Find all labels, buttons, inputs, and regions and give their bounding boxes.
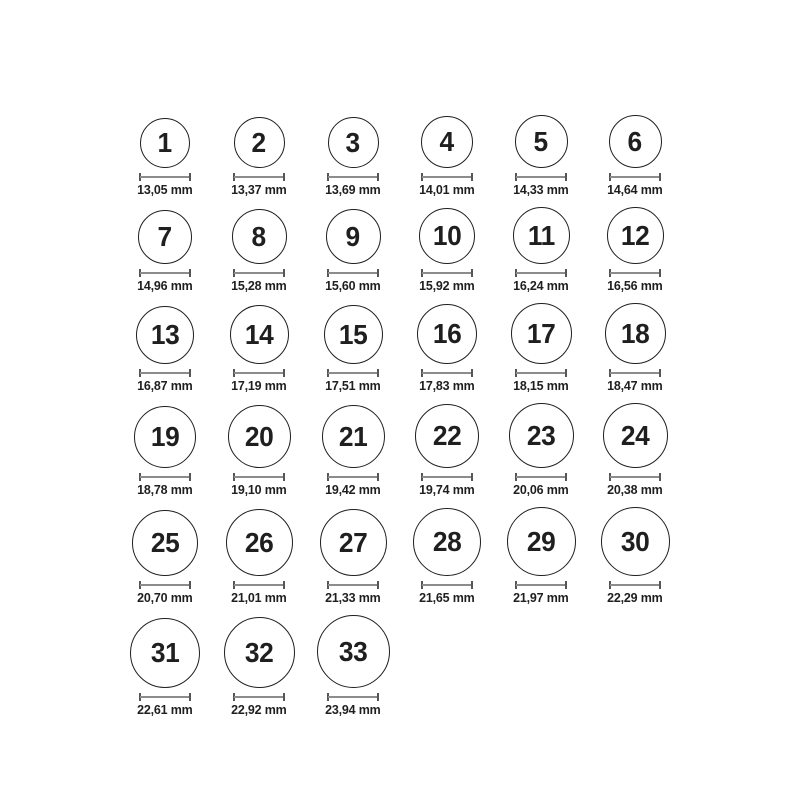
diameter-measure [515,581,567,589]
diameter-label: 23,94 mm [325,702,381,717]
diameter-measure [421,269,473,277]
diameter-measure [327,369,379,377]
ring-size-item [306,405,400,497]
ring-size-number: 21 [338,420,368,452]
ring-size-item [588,507,682,605]
ring-size-item [400,404,494,497]
measure-line-icon [516,372,566,374]
ring-size-number: 7 [157,221,173,252]
diameter-label: 15,28 mm [231,278,287,293]
diameter-label: 16,56 mm [607,278,663,293]
measure-line-icon [516,272,566,274]
diameter-measure [609,269,661,277]
measure-tick-right-icon [283,473,285,481]
ring-size-number: 12 [620,219,650,251]
ring-size-number: 24 [620,419,650,451]
diameter-label: 13,05 mm [137,182,193,197]
measure-tick-right-icon [659,269,661,277]
measure-tick-right-icon [659,369,661,377]
diameter-label: 20,70 mm [137,590,193,605]
ring-size-item [306,209,400,293]
diameter-measure [327,693,379,701]
measure-tick-right-icon [565,173,567,181]
ring-size-item [212,305,306,393]
ring-size-item [494,303,588,393]
ring-size-item [400,304,494,393]
ring-circle [317,615,390,688]
measure-tick-right-icon [471,473,473,481]
ring-circle [136,306,194,364]
ring-size-item [494,403,588,497]
ring-circle [132,510,198,576]
ring-circle [138,210,192,264]
diameter-measure [233,693,285,701]
measure-tick-right-icon [189,473,191,481]
measure-tick-right-icon [471,173,473,181]
ring-circle [232,209,287,264]
ring-circle [601,507,670,576]
measure-line-icon [422,584,472,586]
diameter-measure [421,173,473,181]
ring-size-item [306,509,400,605]
diameter-label: 15,60 mm [325,278,381,293]
measure-line-icon [328,584,378,586]
ring-circle [415,404,479,468]
measure-tick-right-icon [283,693,285,701]
ring-row [118,303,682,393]
ring-size-item [118,210,212,293]
diameter-label: 19,42 mm [325,482,381,497]
ring-size-number: 2 [251,126,267,158]
ring-size-item [118,118,212,197]
diameter-label: 14,33 mm [513,182,569,197]
diameter-label: 22,61 mm [137,702,193,717]
measure-tick-right-icon [377,269,379,277]
ring-circle [609,115,662,168]
ring-size-item [494,507,588,605]
diameter-measure [609,473,661,481]
ring-circle [230,305,289,364]
ring-circle [419,208,475,264]
measure-line-icon [610,372,660,374]
diameter-measure [327,473,379,481]
ring-size-item [118,406,212,497]
diameter-measure [233,173,285,181]
measure-tick-right-icon [283,581,285,589]
measure-line-icon [328,696,378,698]
measure-line-icon [610,476,660,478]
ring-circle [130,618,200,688]
diameter-measure [327,581,379,589]
measure-line-icon [610,584,660,586]
ring-circle [417,304,477,364]
diameter-measure [233,473,285,481]
measure-line-icon [140,176,190,178]
ring-size-number: 31 [150,637,180,668]
ring-size-item [588,207,682,293]
ring-size-number: 30 [620,525,650,557]
diameter-measure [421,473,473,481]
measure-tick-right-icon [471,581,473,589]
diameter-measure [139,173,191,181]
ring-size-item [118,510,212,605]
measure-line-icon [422,476,472,478]
ring-circle [513,207,570,264]
ring-circle [320,509,387,576]
measure-line-icon [422,272,472,274]
diameter-label: 13,37 mm [231,182,287,197]
diameter-label: 16,87 mm [137,378,193,393]
ring-size-number: 23 [526,419,556,451]
ring-row [118,615,682,717]
measure-tick-right-icon [659,473,661,481]
diameter-label: 14,64 mm [607,182,663,197]
ring-row [118,507,682,605]
ring-circle [507,507,576,576]
measure-line-icon [234,476,284,478]
measure-line-icon [234,696,284,698]
ring-size-item [588,303,682,393]
ring-circle [322,405,385,468]
diameter-measure [327,173,379,181]
measure-tick-right-icon [377,173,379,181]
ring-size-number: 22 [432,420,462,451]
ring-size-item [588,403,682,497]
ring-size-item [212,405,306,497]
diameter-measure [609,581,661,589]
ring-circle [234,117,285,168]
ring-size-number: 33 [338,635,368,667]
measure-line-icon [422,372,472,374]
measure-tick-right-icon [471,269,473,277]
diameter-label: 21,33 mm [325,590,381,605]
ring-size-item [588,115,682,197]
diameter-measure [515,269,567,277]
ring-size-item [118,618,212,717]
measure-line-icon [140,372,190,374]
ring-circle [224,617,295,688]
diameter-measure [515,473,567,481]
measure-tick-right-icon [471,369,473,377]
ring-circle [421,116,473,168]
ring-size-item [494,207,588,293]
measure-tick-right-icon [283,173,285,181]
ring-size-item [212,209,306,293]
ring-circle [607,207,664,264]
ring-size-item [306,117,400,197]
diameter-label: 14,01 mm [419,182,475,197]
measure-line-icon [234,272,284,274]
ring-size-item [400,208,494,293]
diameter-measure [421,581,473,589]
measure-line-icon [610,272,660,274]
measure-tick-right-icon [377,473,379,481]
ring-size-item [212,509,306,605]
measure-line-icon [516,476,566,478]
ring-size-number: 10 [432,220,462,251]
ring-size-number: 8 [251,220,267,252]
measure-tick-right-icon [189,581,191,589]
ring-circle [324,305,383,364]
ring-size-number: 18 [620,317,650,349]
ring-size-number: 11 [527,219,555,251]
diameter-label: 21,97 mm [513,590,569,605]
ring-size-number: 9 [345,220,361,252]
measure-tick-right-icon [659,173,661,181]
diameter-measure [515,173,567,181]
ring-circle [413,508,481,576]
measure-tick-right-icon [189,369,191,377]
diameter-measure [139,581,191,589]
measure-line-icon [234,372,284,374]
measure-line-icon [234,584,284,586]
ring-size-number: 25 [150,527,180,558]
diameter-measure [233,581,285,589]
measure-line-icon [516,584,566,586]
ring-row [118,115,682,197]
ring-circle [605,303,666,364]
ring-size-number: 32 [244,636,274,668]
diameter-label: 22,92 mm [231,702,287,717]
measure-line-icon [140,476,190,478]
diameter-label: 17,83 mm [419,378,475,393]
diameter-label: 18,47 mm [607,378,663,393]
measure-tick-right-icon [283,369,285,377]
measure-tick-right-icon [189,269,191,277]
diameter-label: 14,96 mm [137,278,193,293]
ring-size-item [118,306,212,393]
diameter-label: 19,10 mm [231,482,287,497]
diameter-measure [233,369,285,377]
ring-size-number: 4 [439,126,455,157]
diameter-measure [139,473,191,481]
measure-line-icon [422,176,472,178]
ring-circle [603,403,668,468]
ring-size-number: 20 [244,420,274,452]
diameter-label: 18,15 mm [513,378,569,393]
ring-size-item [400,116,494,197]
diameter-measure [139,269,191,277]
diameter-label: 22,29 mm [607,590,663,605]
ring-circle [326,209,381,264]
diameter-label: 17,19 mm [231,378,287,393]
measure-tick-right-icon [377,693,379,701]
diameter-label: 18,78 mm [137,482,193,497]
diameter-measure [139,693,191,701]
ring-size-number: 27 [338,526,368,558]
diameter-measure [609,369,661,377]
measure-tick-right-icon [189,693,191,701]
diameter-label: 13,69 mm [325,182,381,197]
ring-size-item [212,617,306,717]
measure-tick-right-icon [565,473,567,481]
measure-line-icon [328,272,378,274]
ring-size-number: 1 [157,127,173,158]
ring-size-number: 15 [338,318,368,350]
ring-circle [226,509,293,576]
ring-row [118,403,682,497]
ring-size-item [306,305,400,393]
diameter-label: 20,38 mm [607,482,663,497]
diameter-measure [327,269,379,277]
ring-size-number: 3 [345,126,361,158]
ring-circle [509,403,574,468]
measure-line-icon [610,176,660,178]
measure-tick-right-icon [659,581,661,589]
ring-circle [140,118,190,168]
measure-tick-right-icon [189,173,191,181]
measure-line-icon [328,476,378,478]
diameter-label: 20,06 mm [513,482,569,497]
measure-line-icon [328,372,378,374]
diameter-label: 16,24 mm [513,278,569,293]
ring-size-item [212,117,306,197]
ring-circle [228,405,291,468]
measure-line-icon [234,176,284,178]
ring-size-number: 26 [244,526,274,558]
measure-line-icon [140,696,190,698]
ring-size-number: 28 [432,526,462,557]
ring-size-item [494,115,588,197]
ring-size-number: 5 [533,125,549,157]
diameter-label: 21,01 mm [231,590,287,605]
ring-size-number: 17 [526,317,556,349]
ring-size-number: 29 [526,525,556,557]
diameter-measure [609,173,661,181]
diameter-measure [421,369,473,377]
measure-tick-right-icon [283,269,285,277]
ring-size-number: 14 [244,318,274,350]
diameter-label: 15,92 mm [419,278,475,293]
measure-line-icon [140,584,190,586]
ring-size-item [400,508,494,605]
measure-line-icon [516,176,566,178]
measure-line-icon [328,176,378,178]
measure-line-icon [140,272,190,274]
measure-tick-right-icon [377,369,379,377]
ring-size-number: 13 [150,319,180,350]
ring-size-number: 16 [432,318,462,349]
diameter-measure [233,269,285,277]
measure-tick-right-icon [565,269,567,277]
diameter-label: 17,51 mm [325,378,381,393]
measure-tick-right-icon [377,581,379,589]
diameter-measure [139,369,191,377]
diameter-measure [515,369,567,377]
diameter-label: 19,74 mm [419,482,475,497]
ring-circle [511,303,572,364]
diameter-label: 21,65 mm [419,590,475,605]
ring-size-chart [118,0,682,717]
ring-circle [134,406,196,468]
ring-circle [515,115,568,168]
ring-circle [328,117,379,168]
measure-tick-right-icon [565,581,567,589]
ring-size-number: 6 [627,125,643,157]
ring-row [118,207,682,293]
ring-size-item [306,615,400,717]
measure-tick-right-icon [565,369,567,377]
ring-size-number: 19 [150,421,180,452]
